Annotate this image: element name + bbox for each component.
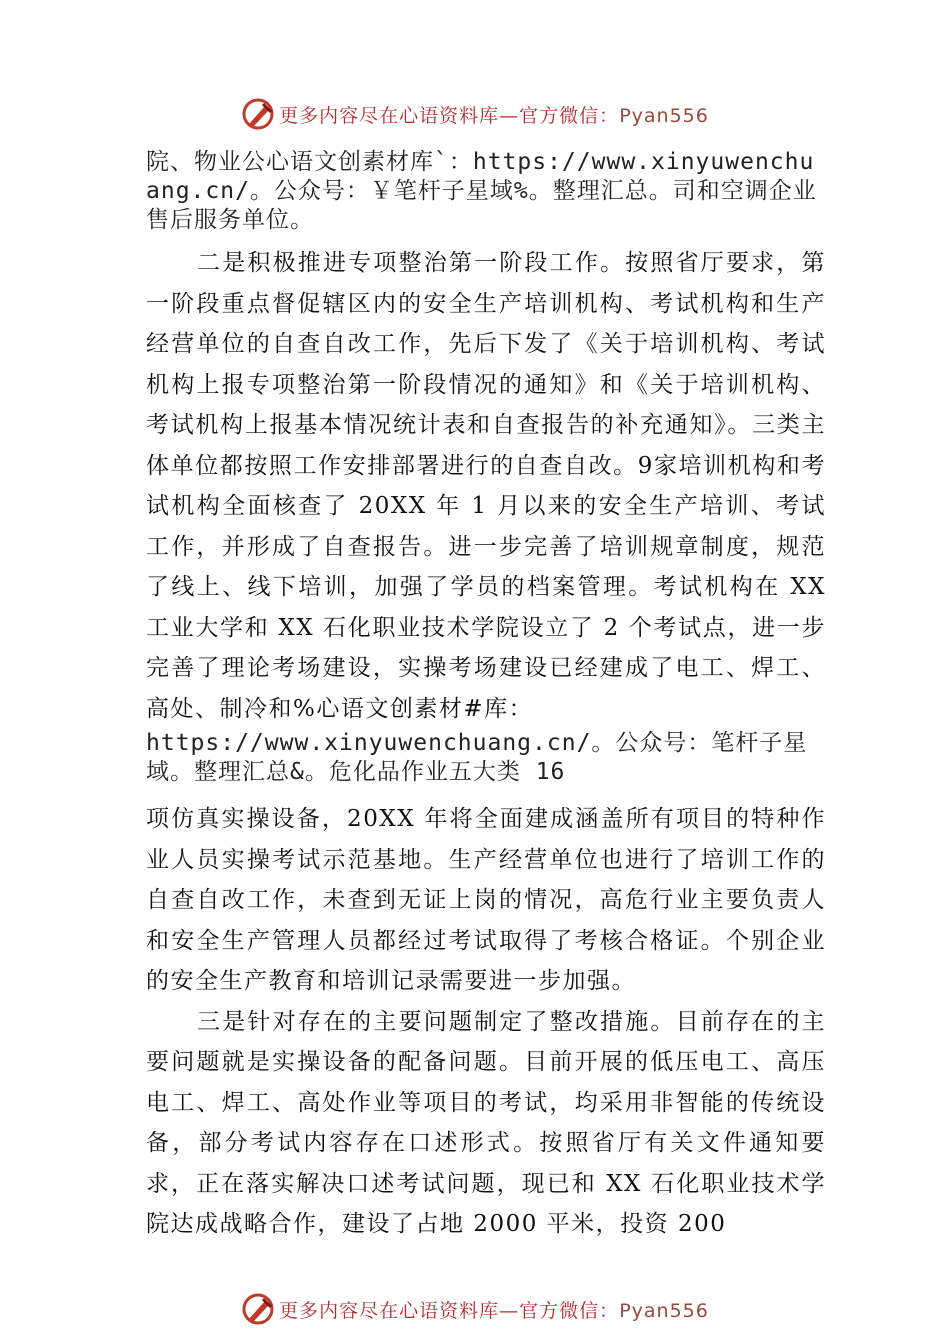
- banner-text: [279, 101, 709, 128]
- banner-text: [279, 1296, 709, 1323]
- banner-wechat-label: 官方微信：: [519, 1299, 620, 1322]
- banner-title: 更多内容尽在心语资料库—: [279, 1299, 520, 1322]
- inserted-fragment-mid: https://www.xinyuwenchuang.cn/。公众号：笔杆子星域。整理汇总&。危化品作业五大类 16: [146, 730, 808, 785]
- banner-title: 更多内容尽在心语资料库—: [279, 104, 520, 127]
- banner-wechat-id: Pyan556: [619, 1299, 709, 1322]
- paragraph-3: 三是针对存在的主要问题制定了整改措施。目前存在的主要问题就是实操设备的配备问题。目前开展的低压电工、高压电工、焊工、高处作业等项目的考试，均采用非智能的传统设备，部分考试内容存在口述形式。按照省厅有关文件通知要求，正在落实解决口述考试问题，现已和 XX 石化职业技术学院达成战略合作，建设了占地 2000 平米，投资 200: [146, 1008, 826, 1237]
- paragraph-2: 二是积极推进专项整治第一阶段工作。按照省厅要求，第一阶段重点督促辖区内的安全生产培训机构、考试机构和生产经营单位的自查自改工作，先后下发了《关于培训机构、考试机构上报专项整治第一阶段情况的通知》和《关于培训机构、考试机构上报基本情况统计表和自查报告的补充通知》。三类主体单位都按照工作安排部署进行的自查自改。9家培训机构和考试机构全面核查了 20XX 年 1 月以来的安全生产培训、考试工作，并形成了自查报告。进一步完善了培训规章制度，规范了线上、线下培训，加强了学员的档案管理。考试机构在 XX 工业大学和 XX 石化职业技术学院设立了 2 个考试点，进一步完善了理论考场建设，实操考场建设已经建成了电工、焊工、高处、制冷和%心语文创素材#库：: [146, 250, 826, 722]
- banner-wechat-id: Pyan556: [619, 104, 709, 127]
- footer-banner: [0, 1287, 950, 1331]
- inserted-fragment-top: 院、物业公心语文创素材库`：https://www.xinyuwenchuang.cn/。公众号：￥笔杆子星域%。整理汇总。司和空调企业售后服务单位。: [146, 149, 817, 233]
- header-banner: [0, 92, 950, 136]
- pen-logo-icon: [241, 97, 275, 131]
- banner-wechat-label: 官方微信：: [519, 104, 620, 127]
- document-body: [146, 148, 826, 1245]
- pen-logo-icon: [241, 1292, 275, 1326]
- paragraph-2-continued: 项仿真实操设备，20XX 年将全面建成涵盖所有项目的特种作业人员实操考试示范基地。生产经营单位也进行了培训工作的自查自改工作，未查到无证上岗的情况，高危行业主要负责人和安全生产管理人员都经过考试取得了考核合格证。个别企业的安全生产教育和培训记录需要进一步加强。: [146, 806, 826, 994]
